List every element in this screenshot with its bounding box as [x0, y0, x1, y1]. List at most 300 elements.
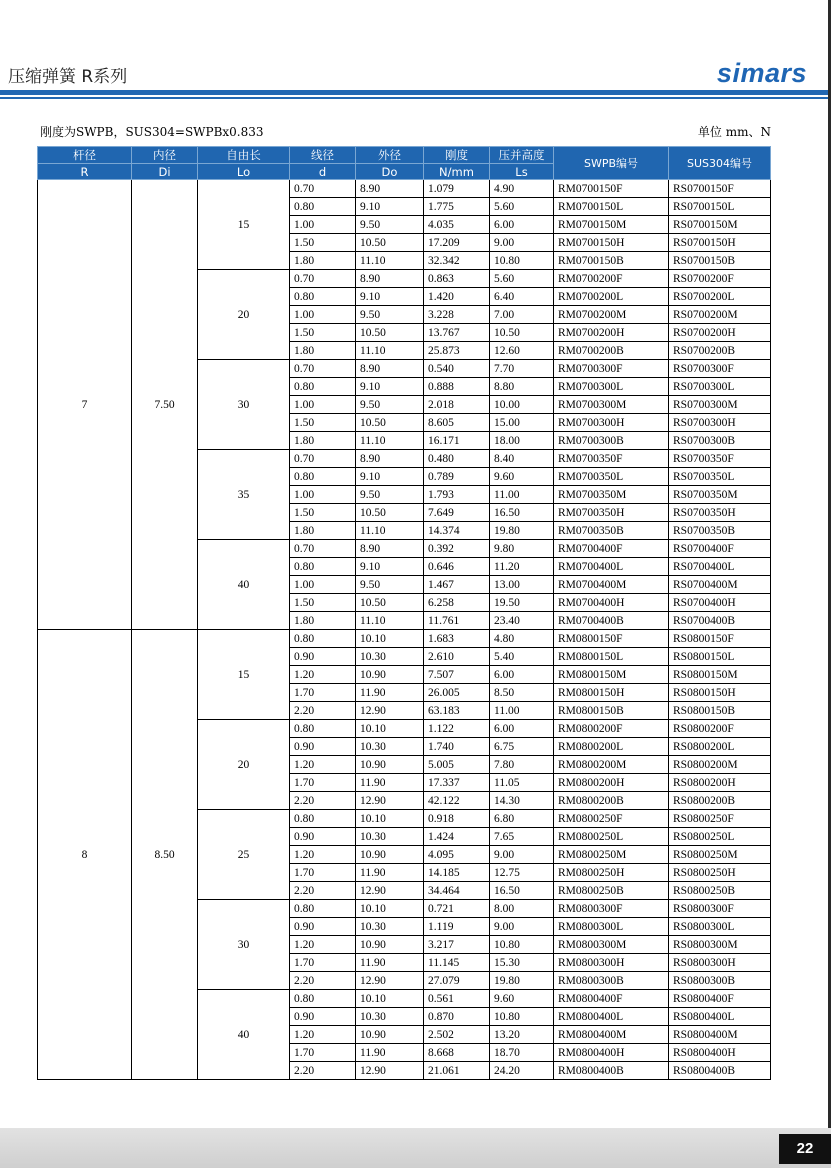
swpb-code-cell: RM0700400L: [554, 558, 669, 576]
outer-dia-cell: 11.10: [356, 342, 424, 360]
outer-dia-cell: 10.30: [356, 1008, 424, 1026]
sus304-code-cell: RS0700300B: [669, 432, 771, 450]
sus304-code-cell: RS0700200B: [669, 342, 771, 360]
wire-dia-cell: 1.20: [290, 1026, 356, 1044]
outer-dia-cell: 10.90: [356, 756, 424, 774]
wire-dia-cell: 1.50: [290, 234, 356, 252]
stiffness-cell: 14.185: [424, 864, 490, 882]
solid-height-cell: 8.50: [490, 684, 554, 702]
swpb-code-cell: RM0800400M: [554, 1026, 669, 1044]
wire-dia-cell: 0.90: [290, 738, 356, 756]
free-length-cell: 35: [198, 450, 290, 540]
wire-dia-cell: 0.80: [290, 810, 356, 828]
outer-dia-cell: 8.90: [356, 360, 424, 378]
sus304-code-cell: RS0800400H: [669, 1044, 771, 1062]
spring-spec-table: [37, 146, 771, 1080]
outer-dia-cell: 10.90: [356, 936, 424, 954]
outer-dia-cell: 10.10: [356, 720, 424, 738]
wire-dia-cell: 1.50: [290, 594, 356, 612]
solid-height-cell: 18.70: [490, 1044, 554, 1062]
swpb-code-cell: RM0800150H: [554, 684, 669, 702]
swpb-code-cell: RM0800250M: [554, 846, 669, 864]
outer-dia-cell: 8.90: [356, 180, 424, 198]
header-row-cn: [38, 147, 771, 164]
outer-dia-cell: 10.30: [356, 648, 424, 666]
wire-dia-cell: 1.20: [290, 936, 356, 954]
sus304-code-cell: RS0700350L: [669, 468, 771, 486]
header-band-thin: [0, 97, 828, 99]
stiffness-cell: 8.668: [424, 1044, 490, 1062]
solid-height-cell: 16.50: [490, 504, 554, 522]
sus304-code-cell: RS0700300L: [669, 378, 771, 396]
outer-dia-cell: 10.10: [356, 630, 424, 648]
outer-dia-cell: 11.90: [356, 864, 424, 882]
sus304-code-cell: RS0800150B: [669, 702, 771, 720]
sus304-code-cell: RS0700150L: [669, 198, 771, 216]
wire-dia-cell: 0.70: [290, 180, 356, 198]
solid-height-cell: 11.00: [490, 702, 554, 720]
stiffness-cell: 4.035: [424, 216, 490, 234]
sus304-code-cell: RS0800200M: [669, 756, 771, 774]
swpb-code-cell: RM0700300H: [554, 414, 669, 432]
outer-dia-cell: 10.10: [356, 900, 424, 918]
sus304-code-cell: RS0800300M: [669, 936, 771, 954]
solid-height-cell: 10.80: [490, 1008, 554, 1026]
outer-dia-cell: 10.90: [356, 666, 424, 684]
sus304-code-cell: RS0800400M: [669, 1026, 771, 1044]
solid-height-cell: 10.80: [490, 936, 554, 954]
swpb-code-cell: RM0700200B: [554, 342, 669, 360]
swpb-code-cell: RM0800400L: [554, 1008, 669, 1026]
solid-height-cell: 7.70: [490, 360, 554, 378]
stiffness-cell: 0.721: [424, 900, 490, 918]
outer-dia-cell: 11.10: [356, 432, 424, 450]
swpb-code-cell: RM0700150B: [554, 252, 669, 270]
stiffness-cell: 2.502: [424, 1026, 490, 1044]
outer-dia-cell: 10.50: [356, 504, 424, 522]
wire-dia-cell: 0.80: [290, 558, 356, 576]
swpb-code-cell: RM0800150M: [554, 666, 669, 684]
free-length-cell: 20: [198, 720, 290, 810]
stiffness-cell: 26.005: [424, 684, 490, 702]
stiffness-cell: 63.183: [424, 702, 490, 720]
sus304-code-cell: RS0700350F: [669, 450, 771, 468]
sus304-code-cell: RS0800250L: [669, 828, 771, 846]
solid-height-cell: 9.00: [490, 846, 554, 864]
outer-dia-cell: 9.10: [356, 468, 424, 486]
stiffness-cell: 1.740: [424, 738, 490, 756]
stiffness-cell: 32.342: [424, 252, 490, 270]
outer-dia-cell: 8.90: [356, 540, 424, 558]
outer-dia-cell: 9.10: [356, 558, 424, 576]
sus304-code-cell: RS0700200H: [669, 324, 771, 342]
solid-height-cell: 4.80: [490, 630, 554, 648]
solid-height-cell: 24.20: [490, 1062, 554, 1080]
sus304-code-cell: RS0800300B: [669, 972, 771, 990]
solid-height-cell: 8.00: [490, 900, 554, 918]
solid-height-cell: 11.00: [490, 486, 554, 504]
sus304-code-cell: RS0800150M: [669, 666, 771, 684]
solid-height-cell: 14.30: [490, 792, 554, 810]
header-stiffness: 刚度: [424, 147, 490, 164]
page-title: 压缩弹簧 R系列: [8, 67, 128, 87]
sus304-code-cell: RS0800200H: [669, 774, 771, 792]
wire-dia-cell: 0.70: [290, 270, 356, 288]
wire-dia-cell: 0.80: [290, 198, 356, 216]
wire-dia-cell: 1.80: [290, 432, 356, 450]
outer-dia-cell: 10.30: [356, 738, 424, 756]
solid-height-cell: 12.60: [490, 342, 554, 360]
swpb-code-cell: RM0700300B: [554, 432, 669, 450]
page-number: 22: [779, 1134, 831, 1164]
outer-dia-cell: 11.90: [356, 684, 424, 702]
outer-dia-cell: 12.90: [356, 882, 424, 900]
swpb-code-cell: RM0800200B: [554, 792, 669, 810]
outer-dia-cell: 10.50: [356, 414, 424, 432]
sus304-code-cell: RS0700200F: [669, 270, 771, 288]
swpb-code-cell: RM0800300H: [554, 954, 669, 972]
solid-height-cell: 6.00: [490, 216, 554, 234]
wire-dia-cell: 1.00: [290, 576, 356, 594]
swpb-code-cell: RM0800400H: [554, 1044, 669, 1062]
swpb-code-cell: RM0700400F: [554, 540, 669, 558]
header-free-length: 自由长: [198, 147, 290, 164]
stiffness-cell: 1.467: [424, 576, 490, 594]
free-length-cell: 40: [198, 540, 290, 630]
spec-table-body: [38, 180, 771, 1080]
solid-height-cell: 7.65: [490, 828, 554, 846]
stiffness-cell: 34.464: [424, 882, 490, 900]
wire-dia-cell: 1.70: [290, 864, 356, 882]
stiffness-cell: 0.863: [424, 270, 490, 288]
outer-dia-cell: 10.90: [356, 846, 424, 864]
sus304-code-cell: RS0800400L: [669, 1008, 771, 1026]
sus304-code-cell: RS0800200F: [669, 720, 771, 738]
stiffness-cell: 2.018: [424, 396, 490, 414]
outer-dia-cell: 11.90: [356, 1044, 424, 1062]
stiffness-cell: 2.610: [424, 648, 490, 666]
wire-dia-cell: 1.80: [290, 612, 356, 630]
wire-dia-cell: 1.80: [290, 342, 356, 360]
outer-dia-cell: 11.10: [356, 612, 424, 630]
sus304-code-cell: RS0800400F: [669, 990, 771, 1008]
swpb-code-cell: RM0700300F: [554, 360, 669, 378]
inner-dia-cell: 7.50: [132, 180, 198, 630]
sus304-code-cell: RS0800150F: [669, 630, 771, 648]
stiffness-cell: 17.209: [424, 234, 490, 252]
solid-height-cell: 19.80: [490, 972, 554, 990]
outer-dia-cell: 9.50: [356, 486, 424, 504]
solid-height-cell: 10.80: [490, 252, 554, 270]
header-outer-dia: 外径: [356, 147, 424, 164]
wire-dia-cell: 0.90: [290, 1008, 356, 1026]
wire-dia-cell: 2.20: [290, 972, 356, 990]
swpb-code-cell: RM0800400F: [554, 990, 669, 1008]
outer-dia-cell: 10.30: [356, 828, 424, 846]
stiffness-cell: 11.145: [424, 954, 490, 972]
sus304-code-cell: RS0700150H: [669, 234, 771, 252]
wire-dia-cell: 0.80: [290, 378, 356, 396]
solid-height-cell: 8.80: [490, 378, 554, 396]
stiffness-cell: 1.122: [424, 720, 490, 738]
swpb-code-cell: RM0800200M: [554, 756, 669, 774]
wire-dia-cell: 1.20: [290, 846, 356, 864]
swpb-code-cell: RM0800150B: [554, 702, 669, 720]
inner-dia-cell: 8.50: [132, 630, 198, 1080]
swpb-code-cell: RM0800300B: [554, 972, 669, 990]
stiffness-cell: 1.793: [424, 486, 490, 504]
footer-bar: [0, 1128, 831, 1168]
swpb-code-cell: RM0800150L: [554, 648, 669, 666]
wire-dia-cell: 0.70: [290, 540, 356, 558]
header-inner-dia: 内径: [132, 147, 198, 164]
stiffness-cell: 1.119: [424, 918, 490, 936]
swpb-code-cell: RM0700350F: [554, 450, 669, 468]
swpb-code-cell: RM0700350M: [554, 486, 669, 504]
wire-dia-cell: 1.70: [290, 954, 356, 972]
sus304-code-cell: RS0700200M: [669, 306, 771, 324]
wire-dia-cell: 0.90: [290, 648, 356, 666]
sus304-code-cell: RS0800300L: [669, 918, 771, 936]
stiffness-cell: 0.646: [424, 558, 490, 576]
swpb-code-cell: RM0800200F: [554, 720, 669, 738]
swpb-code-cell: RM0700350B: [554, 522, 669, 540]
solid-height-cell: 6.80: [490, 810, 554, 828]
sus304-code-cell: RS0800250B: [669, 882, 771, 900]
solid-height-cell: 11.05: [490, 774, 554, 792]
wire-dia-cell: 1.00: [290, 306, 356, 324]
sus304-code-cell: RS0700400M: [669, 576, 771, 594]
stiffness-cell: 0.540: [424, 360, 490, 378]
wire-dia-cell: 0.80: [290, 630, 356, 648]
outer-dia-cell: 8.90: [356, 450, 424, 468]
outer-dia-cell: 10.50: [356, 234, 424, 252]
stiffness-cell: 42.122: [424, 792, 490, 810]
brand-logo: simars: [716, 58, 807, 88]
solid-height-cell: 5.60: [490, 198, 554, 216]
outer-dia-cell: 10.50: [356, 324, 424, 342]
free-length-cell: 30: [198, 360, 290, 450]
outer-dia-cell: 9.50: [356, 216, 424, 234]
outer-dia-cell: 12.90: [356, 792, 424, 810]
solid-height-cell: 9.60: [490, 990, 554, 1008]
solid-height-cell: 19.80: [490, 522, 554, 540]
solid-height-cell: 19.50: [490, 594, 554, 612]
wire-dia-cell: 0.90: [290, 828, 356, 846]
header-rod-dia: 杆径: [38, 147, 132, 164]
solid-height-cell: 13.00: [490, 576, 554, 594]
solid-height-cell: 9.60: [490, 468, 554, 486]
sus304-code-cell: RS0800150H: [669, 684, 771, 702]
header-swpb-code: SWPB编号: [554, 147, 669, 180]
solid-height-cell: 6.40: [490, 288, 554, 306]
stiffness-cell: 3.228: [424, 306, 490, 324]
wire-dia-cell: 1.50: [290, 414, 356, 432]
stiffness-cell: 11.761: [424, 612, 490, 630]
wire-dia-cell: 1.80: [290, 252, 356, 270]
stiffness-cell: 0.561: [424, 990, 490, 1008]
swpb-code-cell: RM0800300L: [554, 918, 669, 936]
sus304-code-cell: RS0800250F: [669, 810, 771, 828]
outer-dia-cell: 12.90: [356, 702, 424, 720]
header-wire-dia: 线径: [290, 147, 356, 164]
swpb-code-cell: RM0800400B: [554, 1062, 669, 1080]
wire-dia-cell: 1.50: [290, 324, 356, 342]
stiffness-cell: 0.392: [424, 540, 490, 558]
swpb-code-cell: RM0700150M: [554, 216, 669, 234]
stiffness-cell: 21.061: [424, 1062, 490, 1080]
wire-dia-cell: 1.70: [290, 1044, 356, 1062]
stiffness-cell: 1.420: [424, 288, 490, 306]
wire-dia-cell: 2.20: [290, 1062, 356, 1080]
wire-dia-cell: 2.20: [290, 792, 356, 810]
outer-dia-cell: 10.10: [356, 810, 424, 828]
free-length-cell: 15: [198, 630, 290, 720]
solid-height-cell: 6.00: [490, 666, 554, 684]
swpb-code-cell: RM0700150L: [554, 198, 669, 216]
outer-dia-cell: 9.50: [356, 576, 424, 594]
swpb-code-cell: RM0700200L: [554, 288, 669, 306]
stiffness-cell: 8.605: [424, 414, 490, 432]
solid-height-cell: 9.00: [490, 918, 554, 936]
stiffness-cell: 27.079: [424, 972, 490, 990]
header-solid-height: 压并高度: [490, 147, 554, 164]
solid-height-cell: 6.00: [490, 720, 554, 738]
outer-dia-cell: 9.10: [356, 198, 424, 216]
stiffness-cell: 7.507: [424, 666, 490, 684]
outer-dia-cell: 11.10: [356, 522, 424, 540]
swpb-code-cell: RM0700400B: [554, 612, 669, 630]
stiffness-cell: 25.873: [424, 342, 490, 360]
header-wire-dia-sym: d: [290, 164, 356, 180]
sus304-code-cell: RS0700300H: [669, 414, 771, 432]
swpb-code-cell: RM0800150F: [554, 630, 669, 648]
stiffness-cell: 7.649: [424, 504, 490, 522]
outer-dia-cell: 10.90: [356, 1026, 424, 1044]
stiffness-cell: 6.258: [424, 594, 490, 612]
stiffness-cell: 13.767: [424, 324, 490, 342]
sus304-code-cell: RS0800200L: [669, 738, 771, 756]
solid-height-cell: 6.75: [490, 738, 554, 756]
swpb-code-cell: RM0700300L: [554, 378, 669, 396]
outer-dia-cell: 8.90: [356, 270, 424, 288]
sus304-code-cell: RS0700400F: [669, 540, 771, 558]
sus304-code-cell: RS0800250H: [669, 864, 771, 882]
swpb-code-cell: RM0700200H: [554, 324, 669, 342]
sus304-code-cell: RS0700300M: [669, 396, 771, 414]
stiffness-cell: 0.870: [424, 1008, 490, 1026]
swpb-code-cell: RM0700400M: [554, 576, 669, 594]
header-inner-dia-sym: Di: [132, 164, 198, 180]
unit-note: 单位 mm、N: [697, 125, 771, 139]
outer-dia-cell: 9.50: [356, 396, 424, 414]
sus304-code-cell: RS0800300F: [669, 900, 771, 918]
wire-dia-cell: 1.00: [290, 486, 356, 504]
rod-dia-cell: 8: [38, 630, 132, 1080]
swpb-code-cell: RM0800250F: [554, 810, 669, 828]
sus304-code-cell: RS0800250M: [669, 846, 771, 864]
wire-dia-cell: 0.80: [290, 288, 356, 306]
solid-height-cell: 10.00: [490, 396, 554, 414]
wire-dia-cell: 0.70: [290, 360, 356, 378]
wire-dia-cell: 0.80: [290, 900, 356, 918]
solid-height-cell: 8.40: [490, 450, 554, 468]
solid-height-cell: 12.75: [490, 864, 554, 882]
outer-dia-cell: 11.90: [356, 774, 424, 792]
header-outer-dia-sym: Do: [356, 164, 424, 180]
swpb-code-cell: RM0700350H: [554, 504, 669, 522]
wire-dia-cell: 1.20: [290, 666, 356, 684]
sus304-code-cell: RS0800200B: [669, 792, 771, 810]
stiffness-cell: 0.789: [424, 468, 490, 486]
free-length-cell: 40: [198, 990, 290, 1080]
header-solid-height-sym: Ls: [490, 164, 554, 180]
stiffness-cell: 17.337: [424, 774, 490, 792]
swpb-code-cell: RM0700150H: [554, 234, 669, 252]
outer-dia-cell: 9.50: [356, 306, 424, 324]
swpb-code-cell: RM0800200L: [554, 738, 669, 756]
wire-dia-cell: 0.80: [290, 990, 356, 1008]
wire-dia-cell: 0.80: [290, 468, 356, 486]
wire-dia-cell: 2.20: [290, 882, 356, 900]
swpb-code-cell: RM0800250L: [554, 828, 669, 846]
stiffness-cell: 16.171: [424, 432, 490, 450]
solid-height-cell: 15.30: [490, 954, 554, 972]
solid-height-cell: 5.40: [490, 648, 554, 666]
sus304-code-cell: RS0700150F: [669, 180, 771, 198]
sus304-code-cell: RS0800400B: [669, 1062, 771, 1080]
sus304-code-cell: RS0700350B: [669, 522, 771, 540]
sus304-code-cell: RS0700400H: [669, 594, 771, 612]
wire-dia-cell: 2.20: [290, 702, 356, 720]
wire-dia-cell: 1.20: [290, 756, 356, 774]
swpb-code-cell: RM0700400H: [554, 594, 669, 612]
outer-dia-cell: 12.90: [356, 1062, 424, 1080]
swpb-code-cell: RM0800200H: [554, 774, 669, 792]
sus304-code-cell: RS0700300F: [669, 360, 771, 378]
outer-dia-cell: 10.10: [356, 990, 424, 1008]
header-free-length-sym: Lo: [198, 164, 290, 180]
stiffness-cell: 0.918: [424, 810, 490, 828]
outer-dia-cell: 10.30: [356, 918, 424, 936]
stiffness-cell: 0.480: [424, 450, 490, 468]
stiffness-cell: 1.775: [424, 198, 490, 216]
wire-dia-cell: 0.80: [290, 720, 356, 738]
wire-dia-cell: 1.00: [290, 396, 356, 414]
outer-dia-cell: 9.10: [356, 288, 424, 306]
solid-height-cell: 23.40: [490, 612, 554, 630]
solid-height-cell: 7.00: [490, 306, 554, 324]
sus304-code-cell: RS0800150L: [669, 648, 771, 666]
wire-dia-cell: 0.90: [290, 918, 356, 936]
swpb-code-cell: RM0800300M: [554, 936, 669, 954]
free-length-cell: 30: [198, 900, 290, 990]
stiffness-cell: 1.079: [424, 180, 490, 198]
table-row: [38, 630, 771, 648]
solid-height-cell: 13.20: [490, 1026, 554, 1044]
outer-dia-cell: 11.10: [356, 252, 424, 270]
sus304-code-cell: RS0700150M: [669, 216, 771, 234]
sus304-code-cell: RS0700350M: [669, 486, 771, 504]
free-length-cell: 20: [198, 270, 290, 360]
stiffness-cell: 1.683: [424, 630, 490, 648]
outer-dia-cell: 9.10: [356, 378, 424, 396]
solid-height-cell: 16.50: [490, 882, 554, 900]
header-stiffness-unit: N/mm: [424, 164, 490, 180]
stiffness-cell: 14.374: [424, 522, 490, 540]
stiffness-cell: 4.095: [424, 846, 490, 864]
stiffness-cell: 3.217: [424, 936, 490, 954]
